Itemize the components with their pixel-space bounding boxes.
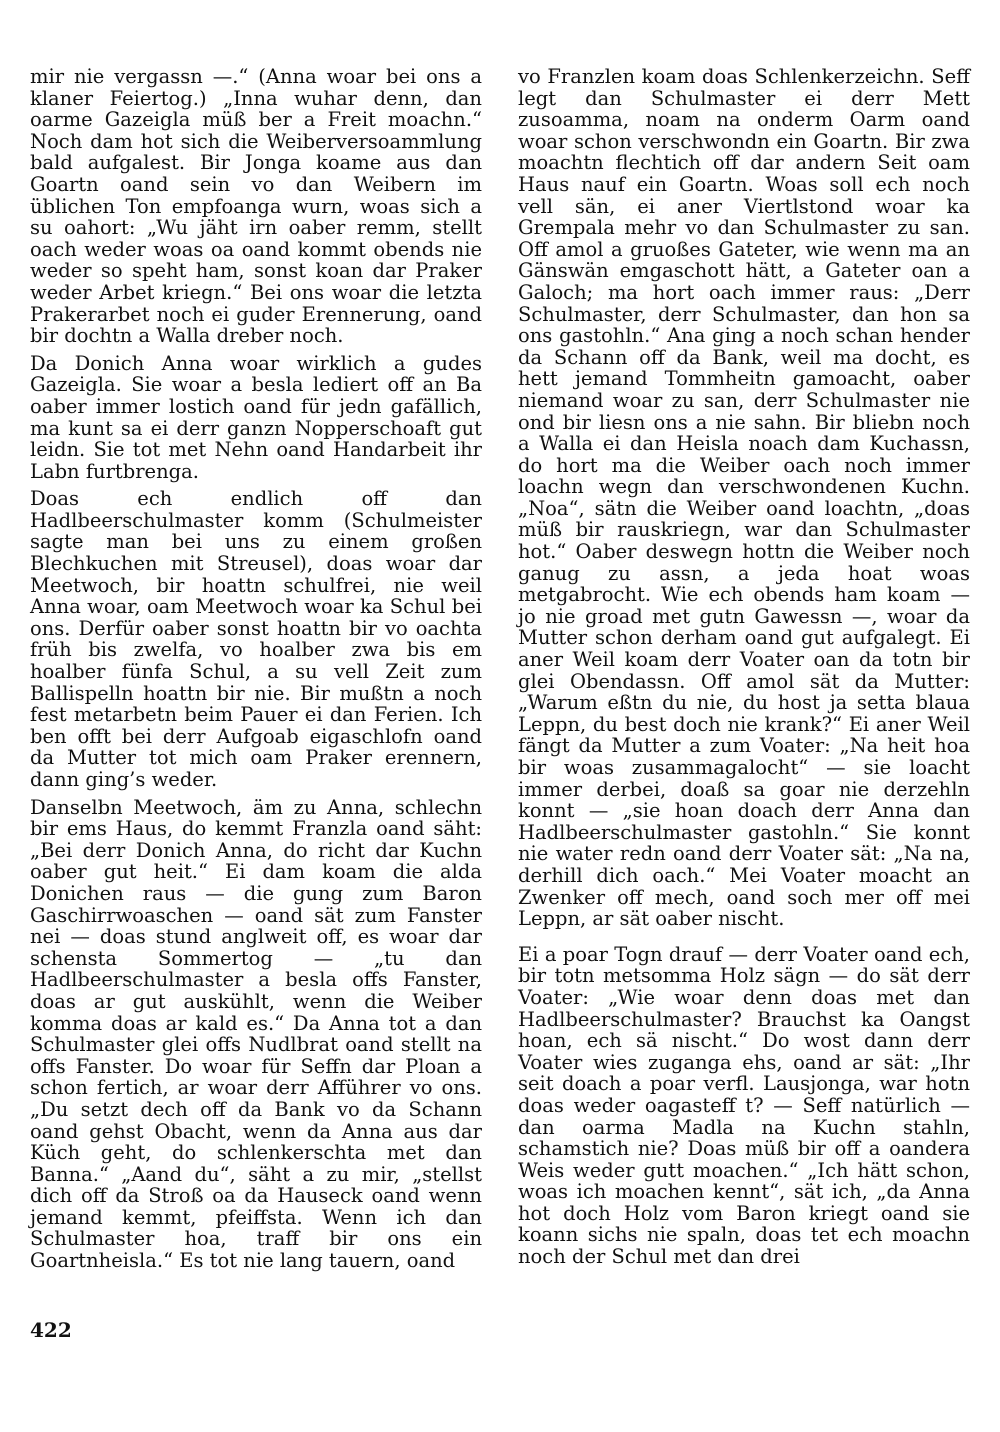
- paragraph-right-1: vo Franzlen koam doas Schlenkerzeichn. Seff legt dan Schulmaster ei derr Mett zusoamma, noam na onderm Oarm oand woar schon verschwondn ein Goartn. Bir zwa moachtn flechtich off dar andern Seit oam Haus nauf ein Goartn. Woas soll ech noch vell sän, ei aner Viertlstond woar ka Grempala mehr vo dan Schulmaster zu san. Off amol a gruoßes Gateter, wie wenn ma an Gänswän emgaschott hätt, a Gateter oan a Galoch; ma hort oach immer raus: „Derr Schulmaster, derr Schulmaster, dan hon sa ons gastohln.“ Ana ging a noch schan hender da Schann off da Bank, weil ma docht, es hett jemand Tommheitn gamoacht, oaber niemand woar zu san, derr Schulmaster nie ond bir liesn ons a nie sahn. Bir bliebn noch a Walla ei dan Heisla noach dam Kuchassn, do hort ma die Weiber oach noch immer loachn wegn dan verschwondenen Kuchn. „Noa“, sätn die Weiber oand loachtn, „doas müß bir rauskriegn, war dan Schulmaster hot.“ Oaber deswegn hottn die Weiber noch ganug zu assn, a jeda hoat woas metgabrocht. Wie ech obends ham koam — jo nie groad met gutn Gawessn —, woar da Mutter schon derham oand gut aufgalegt. Ei aner Weil koam derr Voater oan da totn bir glei Obendassn. Off amol sät da Mutter: „Warum eßtn du nie, du host ja setta blaua Leppn, du best doch nie krank?“ Ei aner Weil fängt da Mutter a zum Voater: „Na heit hoa bir woas zusammagalocht“ — sie loacht immer derbei, doaß sa goar nie derzehln konnt — „sie hoan doach derr Anna dan Hadlbeerschulmaster gastohln.“ Sie konnt nie water redn oand derr Voater sät: „Na na, derhill dich oach.“ Mei Voater moacht an Zwenker off mech, oand soch mer off mei Leppn, ar sät oaber nischt.: [518, 65, 970, 931]
- paragraph-left-4: Danselbn Meetwoch, äm zu Anna, schlechn bir ems Haus, do kemmt Franzla oand säht: „Bei derr Donich Anna, do richt dar Kuchn oaber gut heit.“ Ei dam koam die alda Donichen raus — die gung zum Baron Gaschirrwoaschen — oand sät zum Fanster nei — doas stund anglweit off, es woar dar schensta Sommertog — „tu dan Hadlbeerschulmaster a besla offs Fanster, doas ar gut auskühlt, wenn die Weiber komma doas ar kald es.“ Da Anna tot a dan Schulmaster glei offs Nudlbrat oand stellt na offs Fanster. Do woar für Seffn dar Ploan a schon fertich, ar woar derr Afführer vo ons. „Du setzt dech off da Bank vo da Schann oand gehst Obacht, wenn da Anna aus dar Küch geht, do schlenkerschta met dan Banna.“ „Aand du“, säht a zu mir, „stellst dich off da Stroß oa da Hauseck oand wenn jemand kemmt, pfeiffsta. Wenn ich dan Schulmaster hoa, traff bir ons ein Goartnheisla.“ Es tot nie lang tauern, oand: [30, 795, 482, 1273]
- paragraph-right-2: Ei a poar Togn drauf — derr Voater oand ech, bir totn metsomma Holz sägn — do sät derr Voater: „Wie woar denn doas met dan Hadlbeerschulmaster? Brauchst ka Oangst hoan, ech sä nischt.“ Do wost dann derr Voater wies zuganga ehs, oand ar sät: „Ihr seit doach a poar verfl. Lausjonga, war hotn doas weder oagasteff t? — Seff natürlich — dan oarma Madla na Kuchn stahln, schamstich nie? Doas müß bir off a oandera Weis weder gutt moachen.“ „Ich hätt schon, woas ich moachen kennt“, sät ich, „da Anna hot doch Holz vom Baron kriegt oand sie koann sichs nie spaln, doas tet ech moachn noch der Schul met dan drei: [518, 942, 970, 1269]
- left-column: [30, 66, 482, 1272]
- right-column: [518, 66, 970, 1268]
- paragraph-left-1: mir nie vergassn —.“ (Anna woar bei ons a klaner Feiertog.) „Inna wuhar denn, dan oarme Gazeigla müß ber a Freit moachn.“ Noch dam hot sich die Weiberversoammlung bald aufgalest. Bir Jonga koame aus dan Goartn oand sein vo dan Weibern im üblichen Ton empfoanga wurn, woas sich a su oahort: „Wu jäht irn oaber remm, stellt oach weder woas oa oand kommt obends nie weder so speht ham, sonst koan dar Praker weder Arbet kriegn.“ Bei ons woar die letzta Prakerarbet noch ei guder Erennerung, oand bir dochtn a Walla dreber noch.: [30, 65, 482, 348]
- paragraph-left-2: Da Donich Anna woar wirklich a gudes Gazeigla. Sie woar a besla lediert off an Ba oaber immer lostich oand für jedn gafällich, ma kunt sa ei derr ganzn Nopperschoaft gut leidn. Sie tot met Nehn oand Handarbeit ihr Labn furtbrenga.: [30, 351, 482, 483]
- paragraph-left-3: Doas ech endlich off dan Hadlbeerschulmaster komm (Schulmeister sagte man bei uns zu einem großen Blechkuchen mit Streusel), doas woar dar Meetwoch, bir hoattn schulfrei, nie weil Anna woar, oam Meetwoch woar ka Schul bei ons. Derfür oaber sonst hoattn bir vo oachta früh bis zwelfa, vo hoalber zwa bis em hoalber fünfa Schul, a su vell Zeit zum Ballispelln hoattn bir nie. Bir mußtn a noch fest metarbetn beim Pauer ei dan Ferien. Ich ben offt bei derr Aufgoab eigaschlofn oand da Mutter tot mich oam Praker erennern, dann ging’s weder.: [30, 487, 482, 791]
- page-number: 422: [30, 1318, 72, 1342]
